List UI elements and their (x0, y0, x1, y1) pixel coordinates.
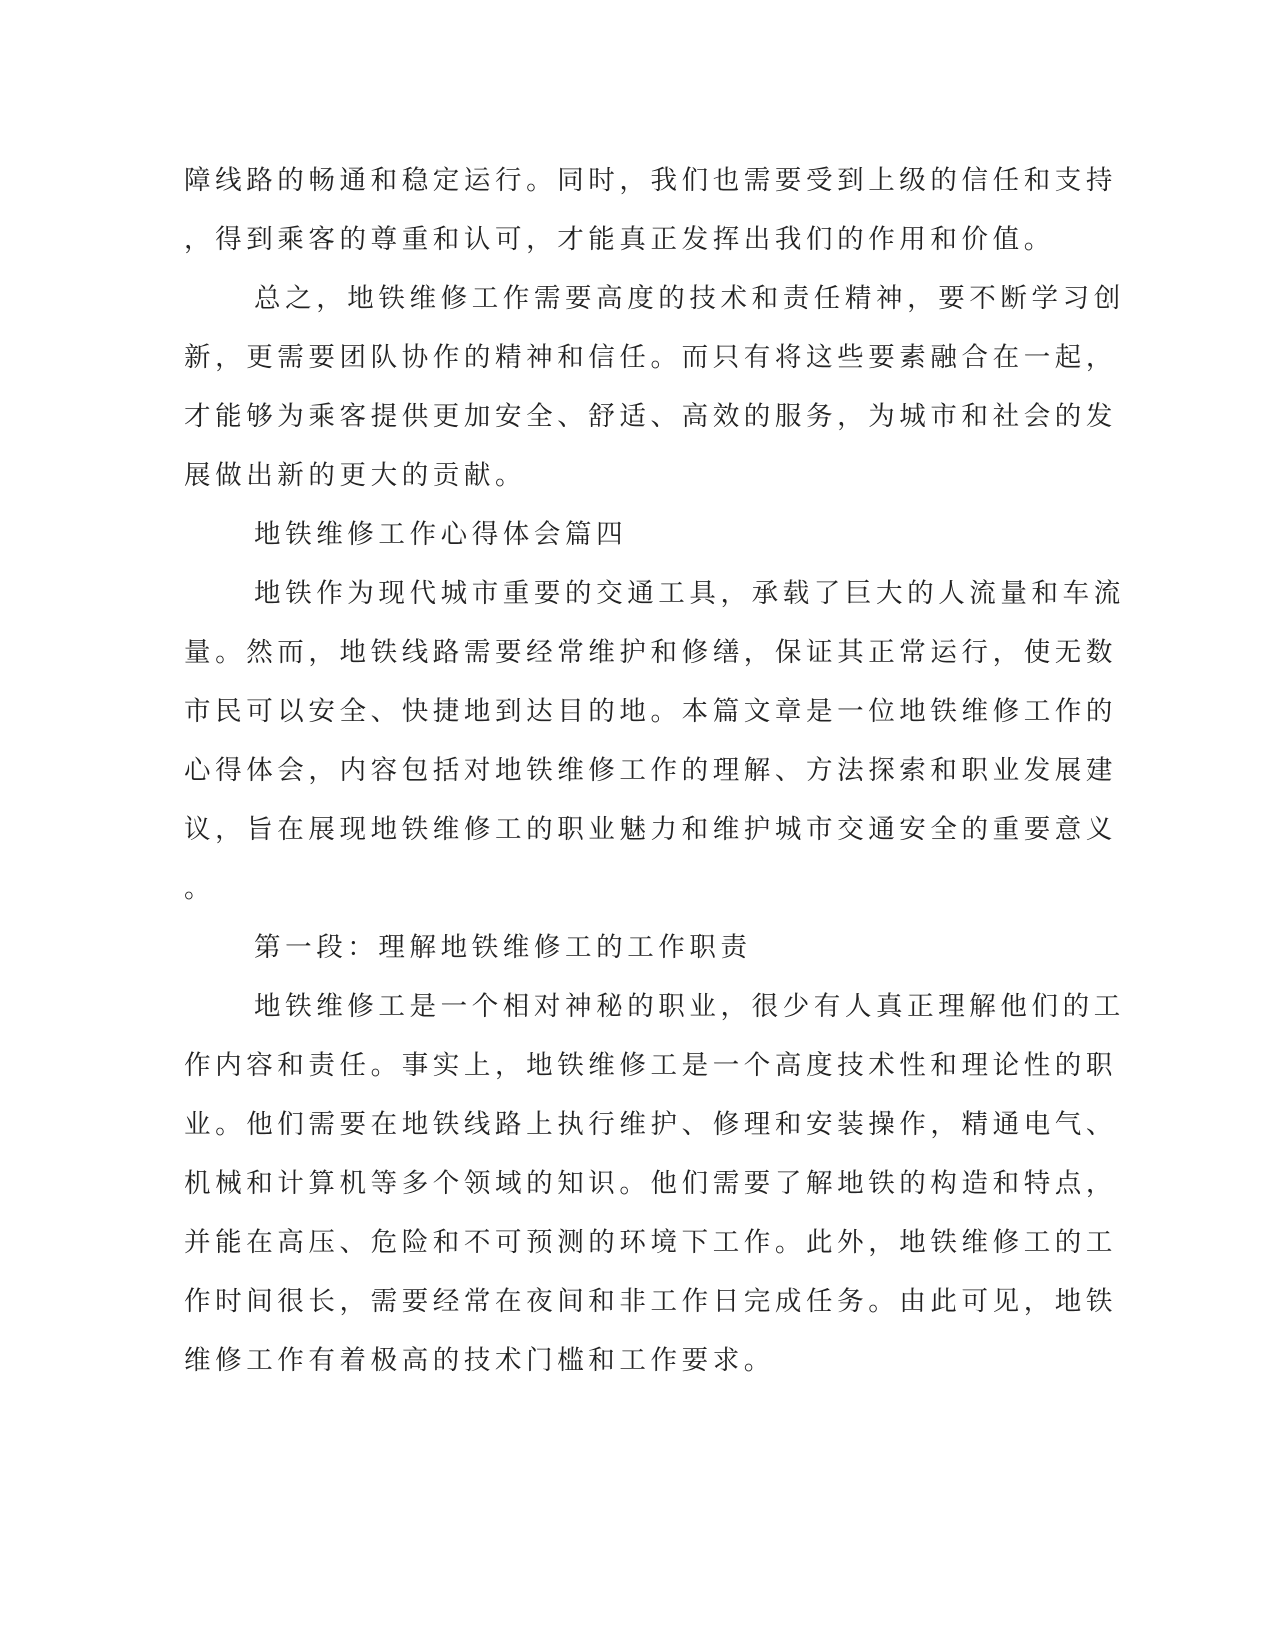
paragraph-line: 并能在高压、危险和不可预测的环境下工作。此外，地铁维修工的工 (184, 1227, 1117, 1258)
paragraph-line: 机械和计算机等多个领域的知识。他们需要了解地铁的构造和特点， (184, 1168, 1117, 1199)
paragraph-line: 心得体会，内容包括对地铁维修工作的理解、方法探索和职业发展建 (184, 755, 1117, 786)
paragraph-line: 市民可以安全、快捷地到达目的地。本篇文章是一位地铁维修工作的 (184, 696, 1117, 727)
paragraph-line: 展做出新的更大的贡献。 (184, 460, 527, 491)
paragraph-line: 总之，地铁维修工作需要高度的技术和责任精神，要不断学习创 (254, 283, 1125, 314)
paragraph-line: 业。他们需要在地铁线路上执行维护、修理和安装操作，精通电气、 (184, 1109, 1117, 1140)
paragraph-line: 才能够为乘客提供更加安全、舒适、高效的服务，为城市和社会的发 (184, 401, 1117, 432)
paragraph-line: 。 (184, 873, 216, 904)
paragraph-line: 地铁维修工是一个相对神秘的职业，很少有人真正理解他们的工 (254, 991, 1125, 1022)
section-heading: 地铁维修工作心得体会篇四 (254, 519, 628, 550)
paragraph-line: 作时间很长，需要经常在夜间和非工作日完成任务。由此可见，地铁 (184, 1286, 1117, 1317)
section-heading: 第一段：理解地铁维修工的工作职责 (254, 932, 752, 963)
paragraph-line: 维修工作有着极高的技术门槛和工作要求。 (184, 1345, 775, 1376)
paragraph-line: 障线路的畅通和稳定运行。同时，我们也需要受到上级的信任和支持 (184, 165, 1117, 196)
paragraph-line: 议，旨在展现地铁维修工的职业魅力和维护城市交通安全的重要意义 (184, 814, 1117, 845)
paragraph-line: 量。然而，地铁线路需要经常维护和修缮，保证其正常运行，使无数 (184, 637, 1117, 668)
paragraph-line: 地铁作为现代城市重要的交通工具，承载了巨大的人流量和车流 (254, 578, 1125, 609)
paragraph-line: ，得到乘客的尊重和认可，才能真正发挥出我们的作用和价值。 (184, 224, 1055, 255)
paragraph-line: 新，更需要团队协作的精神和信任。而只有将这些要素融合在一起， (184, 342, 1117, 373)
paragraph-line: 作内容和责任。事实上，地铁维修工是一个高度技术性和理论性的职 (184, 1050, 1117, 1081)
